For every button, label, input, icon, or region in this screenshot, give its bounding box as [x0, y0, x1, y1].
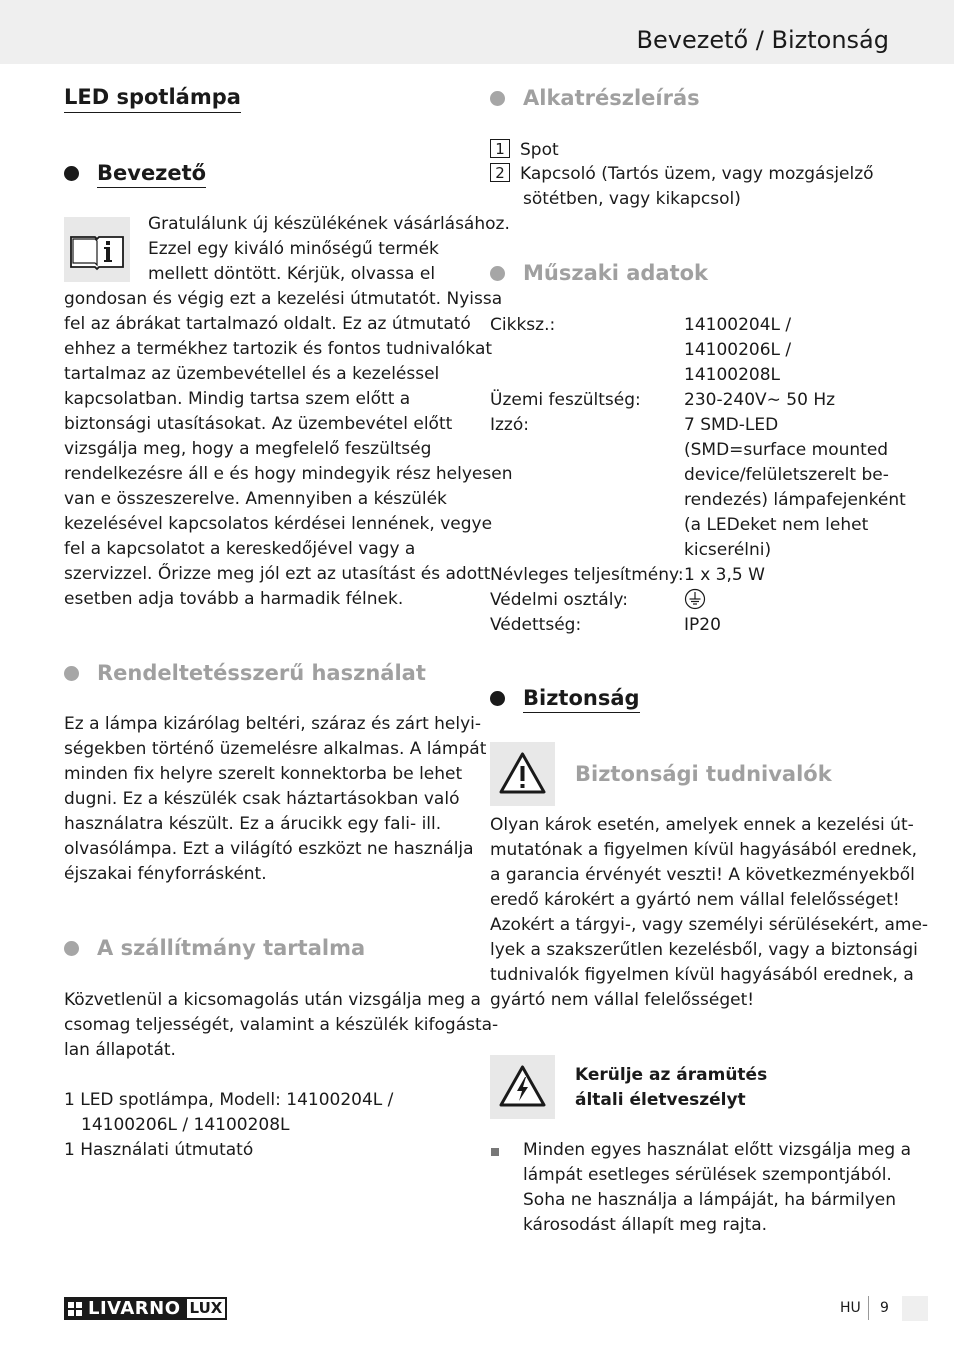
footer-divider — [868, 1296, 869, 1320]
logo-squares-icon — [68, 1302, 82, 1316]
header-title: Bevezető / Biztonság — [636, 26, 889, 54]
spec-value: device/felületszerelt be- — [684, 465, 889, 485]
bullet-dot-icon — [490, 691, 505, 706]
bullet-dot-icon — [64, 941, 79, 956]
text-line: ségekben történő üzemelésre alkalmas. A lámpát — [64, 739, 487, 759]
text-line: fel az ábrákat tartalmazó oldalt. Ez az útmutató — [64, 314, 471, 334]
spec-label: Üzemi feszültség: — [490, 390, 641, 410]
info-manual-icon — [64, 217, 130, 282]
text-line: mutatónak a figyelmen kívül hagyásából erednek, — [490, 840, 918, 860]
brand-logo — [64, 1297, 227, 1320]
text-line: szervizzel. Őrizze meg jól ezt az utasítást és adott — [64, 564, 491, 584]
section-muszaki — [490, 259, 708, 287]
part-item — [490, 138, 559, 163]
part-number: 1 — [490, 139, 510, 158]
safety-subheading: Biztonsági tudnivalók — [575, 762, 832, 786]
list-item: 1 Használati útmutató — [64, 1140, 254, 1160]
logo-lux: LUX — [185, 1297, 228, 1320]
text-line: tudnivalók figyelmen kívül hagyásából erednek, a — [490, 965, 914, 985]
spec-value: 14100204L / — [684, 315, 792, 335]
section-bevezeto — [64, 159, 206, 188]
text-line: gondosan és végig ezt a kezelési útmutatót. Nyissa — [64, 289, 503, 309]
list-item: 1 LED spotlámpa, Modell: 14100204L / — [64, 1090, 394, 1110]
text-line: Ezzel egy kiváló minőségű termék — [148, 239, 439, 259]
language-code: HU — [840, 1300, 861, 1316]
text-line: tartalmaz az üzembevétellel és a kezeléssel — [64, 364, 440, 384]
electric-shock-warning-icon — [490, 1055, 555, 1119]
text-line: ehhez a termékhez tartozik és fontos tudnivalókat — [64, 339, 493, 359]
spec-label: Védelmi osztály: — [490, 590, 628, 610]
section-alkatresz — [490, 84, 700, 112]
spec-value: kicserélni) — [684, 540, 772, 560]
text-line: fel a kapcsolatot a kereskedőjével vagy a — [64, 539, 416, 559]
section-heading: A szállítmány tartalma — [97, 936, 366, 960]
text-line: kapcsolatban. Mindig tartsa szem előtt a — [64, 389, 411, 409]
spec-label: Izzó: — [490, 415, 529, 435]
text-line: rendelkezésre áll e és hogy mindegyik rész helyesen — [64, 464, 513, 484]
bullet-dot-icon — [64, 666, 79, 681]
text-line: minden fix helyre szerelt konnektorba be lehet — [64, 764, 463, 784]
spec-value: (SMD=surface mounted — [684, 440, 889, 460]
protection-class-icon — [684, 588, 706, 614]
text-line: Gratulálunk új készülékének vásárlásához. — [148, 214, 510, 234]
spec-value: 230-240V∼ 50 Hz — [684, 390, 836, 410]
bullet-dot-icon — [490, 91, 505, 106]
text-line: mellett döntött. Kérjük, olvassa el — [148, 264, 436, 284]
section-heading: Műszaki adatok — [523, 261, 709, 285]
text-line: biztonsági utasításokat. Az üzembevétel előtt — [64, 414, 453, 434]
spec-value: 14100208L — [684, 365, 780, 385]
logo-main — [64, 1297, 185, 1320]
warning-text-line: Kerülje az áramütés — [575, 1065, 768, 1085]
text-line: lan állapotát. — [64, 1040, 176, 1060]
list-item: 14100206L / 14100208L — [81, 1115, 290, 1135]
bullet-dot-icon — [490, 266, 505, 281]
spec-value: 1 x 3,5 W — [684, 565, 765, 585]
part-number: 2 — [490, 163, 510, 182]
page-number: 9 — [880, 1300, 889, 1316]
text-line: van e összeszerelve. Amennyiben a készülék — [64, 489, 447, 509]
text-line: csomag teljességét, valamint a készülék kifogásta- — [64, 1015, 499, 1035]
spec-label: Védettség: — [490, 615, 582, 635]
part-label: Spot — [520, 140, 559, 160]
spec-value: 14100206L / — [684, 340, 792, 360]
section-heading: Biztonság — [523, 684, 640, 713]
text-line: a garancia érvényét veszti! A következményekből — [490, 865, 915, 885]
text-line: Soha ne használja a lámpáját, ha bármilyen — [523, 1190, 896, 1210]
section-rendeltetes — [64, 659, 426, 687]
text-line: olvasólámpa. Ezt a világító eszközt ne használja — [64, 839, 474, 859]
section-biztonsag — [490, 684, 640, 713]
text-line: Közvetlenül a kicsomagolás után vizsgálja meg a — [64, 990, 481, 1010]
text-line: használatra készült. Ez a árucikk egy fali- ill. — [64, 814, 442, 834]
spec-value: rendezés) lámpafejenként — [684, 490, 906, 510]
logo-text: LIVARNO — [88, 1298, 181, 1319]
text-line: lámpát esetleges sérülések szempontjából. — [523, 1165, 892, 1185]
section-heading: Alkatrészleírás — [523, 86, 700, 110]
text-line: Azokért a tárgyi-, vagy személyi sérülésekért, ame- — [490, 915, 929, 935]
text-line: éjszakai fényforrásként. — [64, 864, 267, 884]
bullet-dot-icon — [64, 166, 79, 181]
text-line: kezelésével kapcsolatos kérdései lennének, vegye — [64, 514, 493, 534]
footer-tab — [902, 1296, 928, 1321]
document-title: LED spotlámpa — [64, 84, 241, 113]
warning-triangle-icon — [490, 742, 555, 806]
text-line: Olyan károk esetén, amelyek ennek a kezelési út- — [490, 815, 914, 835]
part-label-cont: sötétben, vagy kikapcsol) — [523, 189, 741, 209]
section-heading: Rendeltetésszerű használat — [97, 661, 426, 685]
text-line: esetben adja tovább a harmadik félnek. — [64, 589, 404, 609]
spec-label: Cikksz.: — [490, 315, 556, 335]
text-line: lyek a szakszerűtlen kezelésből, vagy a biztonsági — [490, 940, 918, 960]
part-item — [490, 162, 874, 187]
section-szallitmany — [64, 934, 365, 962]
spec-value: 7 SMD-LED — [684, 415, 779, 435]
section-heading: Bevezető — [97, 159, 206, 188]
warning-text-line: általi életveszélyt — [575, 1090, 746, 1110]
spec-label: Névleges teljesítmény: — [490, 565, 684, 585]
spec-value: IP20 — [684, 615, 721, 635]
text-line: Minden egyes használat előtt vizsgálja meg a — [523, 1140, 911, 1160]
text-line: eredő károkért a gyártó nem vállal felelősséget! — [490, 890, 900, 910]
text-line: dugni. Ez a készülék csak háztartásokban való — [64, 789, 460, 809]
text-line: vizsgálja meg, hogy a megfelelő feszültség — [64, 439, 432, 459]
spec-value: (a LEDeket nem lehet — [684, 515, 869, 535]
square-bullet-icon — [491, 1148, 499, 1156]
text-line: károsodást állapít meg rajta. — [523, 1215, 768, 1235]
text-line: gyártó nem vállal felelősséget! — [490, 990, 755, 1010]
part-label: Kapcsoló (Tartós üzem, vagy mozgásjelző — [520, 164, 874, 184]
text-line: Ez a lámpa kizárólag beltéri, száraz és zárt helyi- — [64, 714, 482, 734]
